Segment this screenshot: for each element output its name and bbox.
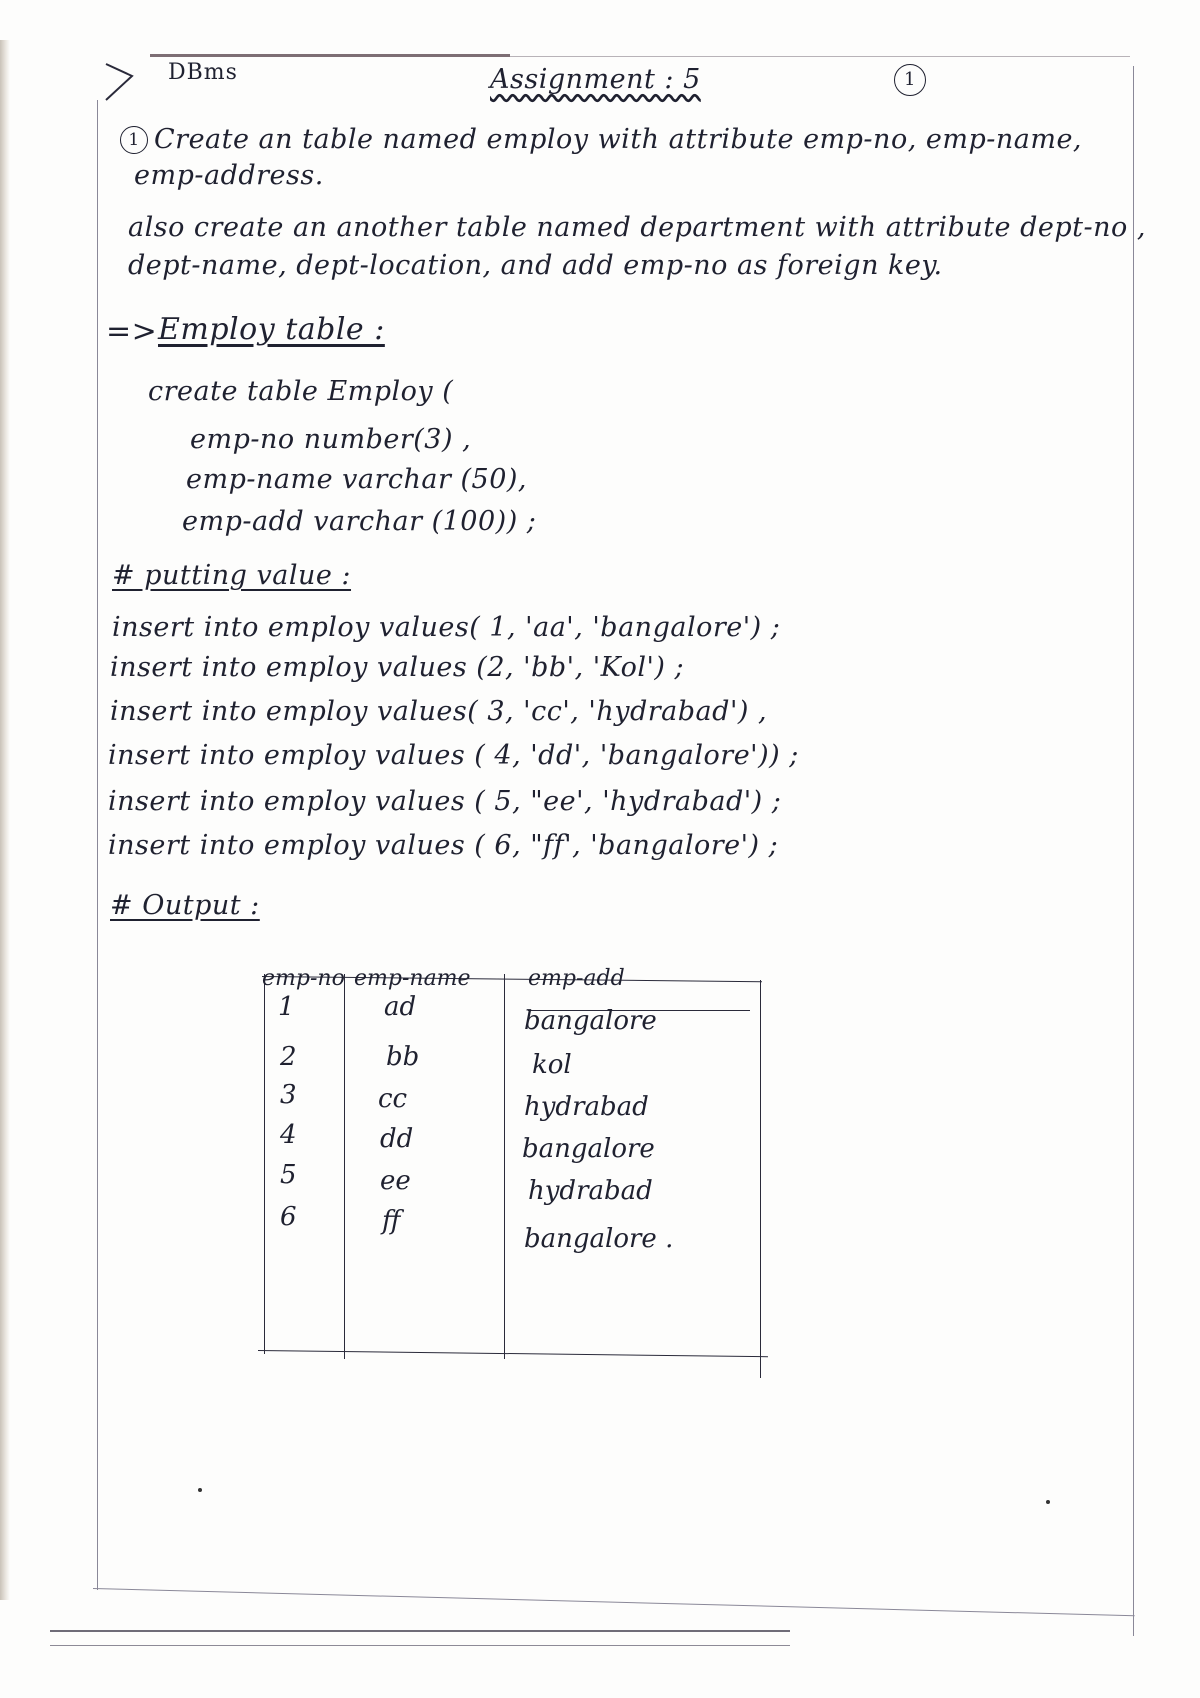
ink-dot bbox=[1046, 1500, 1050, 1504]
table-cell: 1 bbox=[278, 992, 295, 1022]
table-header-emp-add: emp-add bbox=[528, 966, 625, 991]
table-cell: dd bbox=[380, 1124, 414, 1154]
insert-line: insert into employ values ( 5, "ee', 'hydrabad') ; bbox=[108, 786, 782, 817]
table-column-divider bbox=[760, 980, 761, 1378]
top-border-line-right bbox=[510, 56, 1130, 57]
table-column-divider bbox=[504, 974, 505, 1359]
create-table-line: emp-no number(3) , bbox=[190, 424, 472, 455]
table-cell: ff bbox=[382, 1206, 401, 1236]
table-header-emp-name: emp-name bbox=[354, 966, 471, 991]
table-cell: hydrabad bbox=[524, 1092, 649, 1122]
insert-line: insert into employ values ( 6, "ff', 'bangalore') ; bbox=[108, 830, 779, 861]
question-number: 1 bbox=[120, 126, 148, 154]
insert-line: insert into employ values (2, 'bb', 'Kol') ; bbox=[110, 652, 685, 683]
table-header-emp-no: emp-no bbox=[262, 966, 345, 991]
bottom-margin-line bbox=[93, 1588, 1135, 1616]
corner-check-mark bbox=[102, 56, 142, 114]
bottom-rule-line bbox=[50, 1630, 790, 1632]
table-cell: 3 bbox=[280, 1080, 297, 1110]
table-cell: 5 bbox=[280, 1160, 297, 1190]
table-cell: bangalore bbox=[522, 1134, 655, 1164]
ink-dot bbox=[198, 1488, 202, 1492]
insert-line: insert into employ values ( 4, 'dd', 'bangalore')) ; bbox=[108, 740, 799, 771]
question-line: emp-address. bbox=[134, 160, 324, 191]
bottom-rule-line bbox=[50, 1645, 790, 1646]
output-table bbox=[258, 966, 758, 1370]
table-cell: 6 bbox=[280, 1202, 297, 1232]
table-bottom-line bbox=[258, 1350, 768, 1357]
table-cell: kol bbox=[532, 1050, 572, 1080]
table-cell: bb bbox=[386, 1042, 420, 1072]
putting-values-heading: # putting value : bbox=[112, 560, 352, 591]
create-table-line: create table Employ ( bbox=[148, 376, 454, 407]
table-cell: bangalore . bbox=[524, 1224, 674, 1254]
table-column-divider bbox=[264, 974, 265, 1354]
insert-line: insert into employ values( 3, 'cc', 'hydrabad') , bbox=[110, 696, 768, 727]
table-cell: ee bbox=[380, 1166, 411, 1196]
table-column-divider bbox=[344, 974, 345, 1359]
question-line: Create an table named employ with attribute emp-no, emp-name, bbox=[154, 124, 1082, 155]
output-heading: # Output : bbox=[110, 890, 260, 921]
table-cell: bangalore bbox=[524, 1006, 657, 1036]
page-number: 1 bbox=[894, 64, 926, 96]
table-cell: cc bbox=[378, 1084, 408, 1114]
assignment-title: Assignment : 5 bbox=[490, 64, 701, 95]
question-line: also create an another table named department with attribute dept-no , bbox=[128, 212, 1146, 243]
answer-arrow: => bbox=[106, 314, 158, 349]
answer-heading: Employ table : bbox=[158, 312, 385, 347]
binding-edge bbox=[0, 40, 10, 1600]
insert-line: insert into employ values( 1, 'aa', 'bangalore') ; bbox=[112, 612, 781, 643]
table-cell: hydrabad bbox=[528, 1176, 653, 1206]
create-table-line: emp-add varchar (100)) ; bbox=[182, 506, 537, 537]
right-margin-line bbox=[1133, 66, 1134, 1636]
table-cell: ad bbox=[384, 992, 417, 1022]
top-border-line bbox=[150, 54, 510, 57]
question-line: dept-name, dept-location, and add emp-no as foreign key. bbox=[128, 250, 943, 281]
table-cell: 2 bbox=[280, 1042, 297, 1072]
create-table-line: emp-name varchar (50), bbox=[186, 464, 527, 495]
left-margin-line bbox=[97, 100, 98, 1590]
table-cell: 4 bbox=[280, 1120, 297, 1150]
check-mark-icon bbox=[102, 56, 142, 106]
subject-label: DBms bbox=[168, 60, 238, 85]
